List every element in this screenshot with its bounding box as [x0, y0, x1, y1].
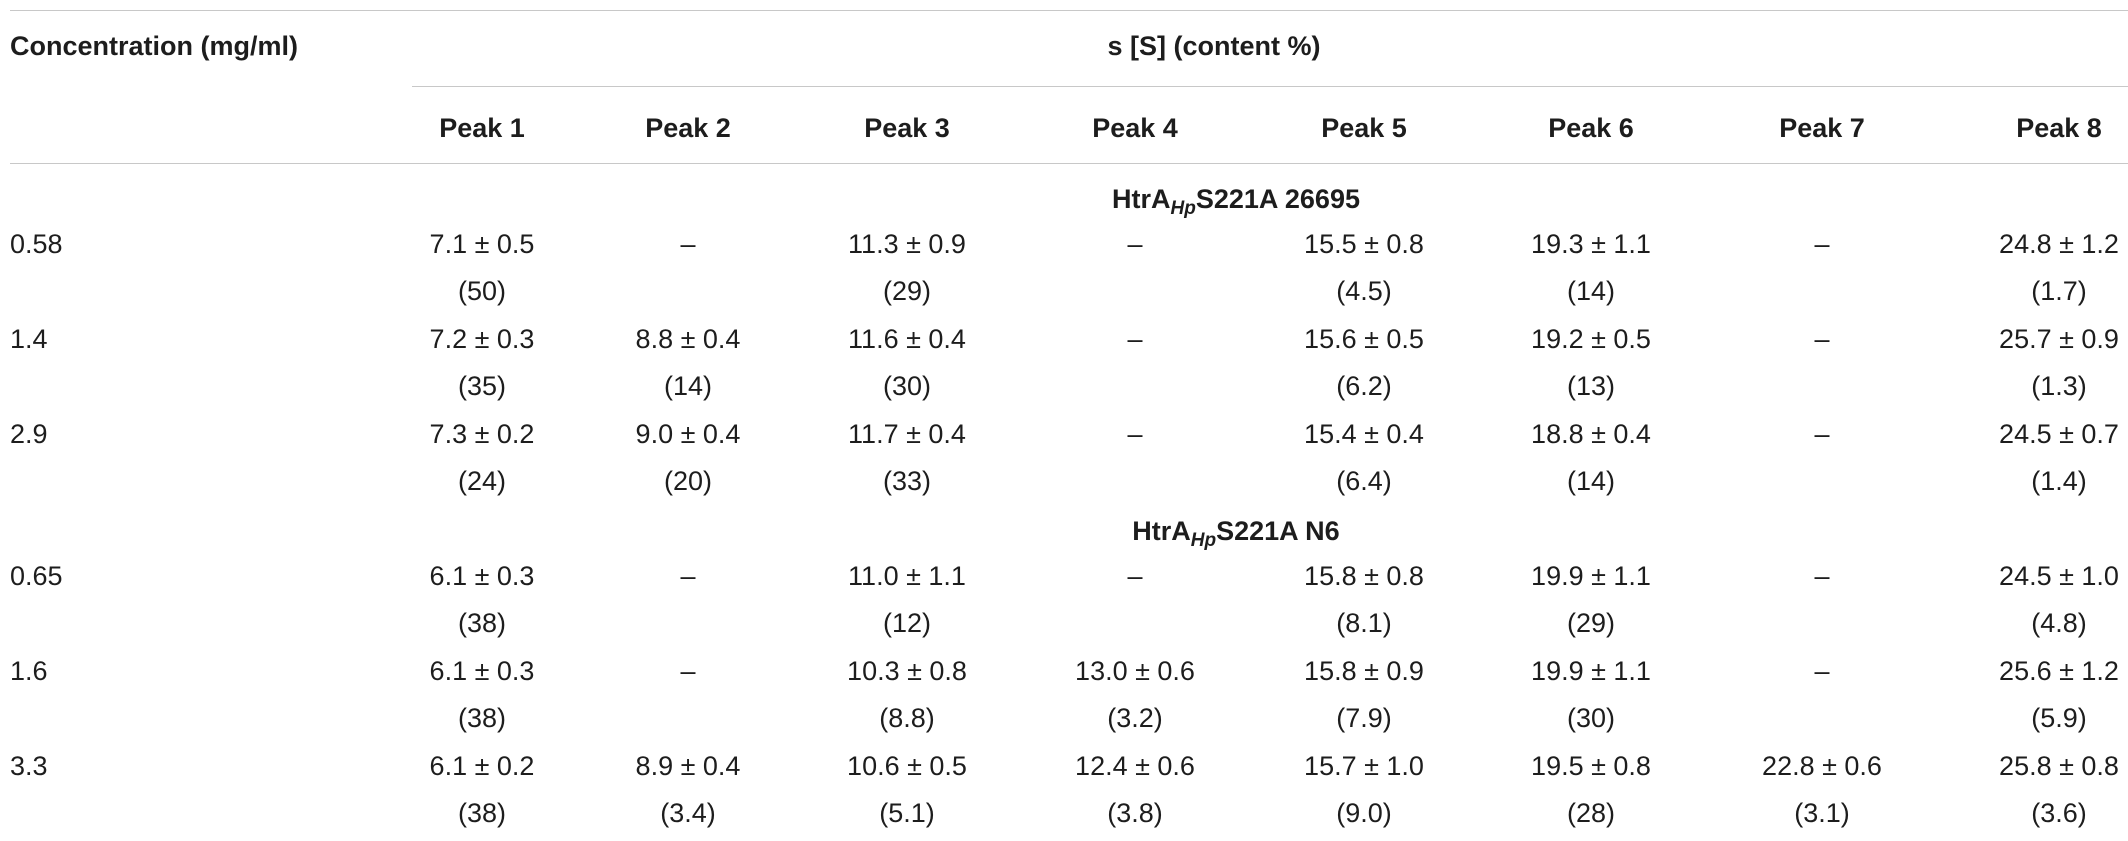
peak-3-content: (29)	[882, 276, 932, 306]
group-label-post: S221A 26695	[1195, 184, 1360, 214]
group-label-pre: HtrA	[1112, 184, 1171, 214]
peak-2-value: –	[680, 229, 696, 259]
peak-8-value: 24.8 ± 1.2	[1999, 229, 2119, 259]
peak-8-value: 24.5 ± 1.0	[1999, 561, 2119, 591]
peak-5-value: 15.6 ± 0.5	[1304, 324, 1424, 354]
peak-5-value: 15.8 ± 0.9	[1304, 656, 1424, 686]
peak-2-content: (20)	[663, 466, 713, 496]
peak-8-value: 24.5 ± 0.7	[1999, 419, 2119, 449]
peak-4-value: 12.4 ± 0.6	[1075, 751, 1195, 781]
peak-6-content: (14)	[1566, 276, 1616, 306]
peak-5-content: (8.1)	[1336, 608, 1392, 638]
peak-3-value: 10.6 ± 0.5	[847, 751, 967, 781]
peak-2-value: 8.8 ± 0.4	[635, 324, 741, 354]
header-bottom-rule	[10, 163, 2128, 164]
peak-3-value: 11.7 ± 0.4	[848, 419, 966, 449]
group-label-post: S221A N6	[1216, 516, 1340, 546]
peak-7-content: (3.1)	[1794, 798, 1850, 828]
peak-5-value: 15.4 ± 0.4	[1304, 419, 1424, 449]
header-peak-5: Peak 5	[1321, 113, 1407, 143]
peak-1-value: 6.1 ± 0.3	[429, 561, 535, 591]
peak-6-content: (30)	[1566, 703, 1616, 733]
peak-1-content: (38)	[457, 703, 507, 733]
peak-6-value: 18.8 ± 0.4	[1531, 419, 1651, 449]
peak-7-value: –	[1814, 419, 1830, 449]
peak-4-content: (3.2)	[1107, 703, 1163, 733]
peak-1-content: (24)	[457, 466, 507, 496]
peak-7-value: –	[1814, 656, 1830, 686]
peak-3-value: 11.0 ± 1.1	[848, 561, 966, 591]
peak-1-content: (38)	[457, 798, 507, 828]
concentration-cell: 1.4	[10, 324, 48, 354]
header-peak-3: Peak 3	[864, 113, 950, 143]
group-label-sub: Hp	[1170, 198, 1196, 219]
header-concentration: Concentration (mg/ml)	[10, 31, 298, 61]
peak-3-value: 10.3 ± 0.8	[847, 656, 967, 686]
peak-2-value: –	[680, 561, 696, 591]
peak-1-value: 7.2 ± 0.3	[429, 324, 535, 354]
peak-8-value: 25.8 ± 0.8	[1999, 751, 2119, 781]
header-peak-7: Peak 7	[1779, 113, 1865, 143]
peak-8-content: (1.4)	[2031, 466, 2087, 496]
peak-4-content: (3.8)	[1107, 798, 1163, 828]
peak-5-content: (9.0)	[1336, 798, 1392, 828]
peak-6-value: 19.5 ± 0.8	[1531, 751, 1651, 781]
header-peak-6: Peak 6	[1548, 113, 1634, 143]
peak-2-content: (3.4)	[660, 798, 716, 828]
peak-6-content: (14)	[1566, 466, 1616, 496]
peak-5-value: 15.7 ± 1.0	[1304, 751, 1424, 781]
peak-6-value: 19.9 ± 1.1	[1531, 656, 1651, 686]
header-peak-8: Peak 8	[2016, 113, 2102, 143]
peak-5-value: 15.8 ± 0.8	[1304, 561, 1424, 591]
peak-3-value: 11.3 ± 0.9	[848, 229, 966, 259]
peak-4-value: –	[1127, 561, 1143, 591]
peak-1-value: 7.1 ± 0.5	[429, 229, 535, 259]
group-label-pre: HtrA	[1132, 516, 1191, 546]
peak-8-content: (3.6)	[2031, 798, 2087, 828]
peak-6-value: 19.2 ± 0.5	[1531, 324, 1651, 354]
peak-1-value: 6.1 ± 0.2	[429, 751, 535, 781]
top-rule	[10, 10, 2128, 11]
peak-5-content: (4.5)	[1336, 276, 1392, 306]
peak-8-content: (1.3)	[2031, 371, 2087, 401]
peak-4-value: –	[1127, 324, 1143, 354]
peak-4-value: 13.0 ± 0.6	[1075, 656, 1195, 686]
peak-2-value: –	[680, 656, 696, 686]
peak-8-content: (5.9)	[2031, 703, 2087, 733]
peak-3-value: 11.6 ± 0.4	[848, 324, 966, 354]
peak-5-content: (6.2)	[1336, 371, 1392, 401]
peak-6-content: (13)	[1566, 371, 1616, 401]
peak-8-value: 25.6 ± 1.2	[1999, 656, 2119, 686]
peak-7-value: 22.8 ± 0.6	[1762, 751, 1882, 781]
peak-7-value: –	[1814, 324, 1830, 354]
peak-1-content: (35)	[457, 371, 507, 401]
peak-7-value: –	[1814, 561, 1830, 591]
peak-6-value: 19.3 ± 1.1	[1531, 229, 1651, 259]
peak-5-content: (6.4)	[1336, 466, 1392, 496]
peak-6-content: (29)	[1566, 608, 1616, 638]
peak-6-value: 19.9 ± 1.1	[1531, 561, 1651, 591]
peak-4-value: –	[1127, 229, 1143, 259]
concentration-cell: 1.6	[10, 656, 48, 686]
peak-1-content: (50)	[457, 276, 507, 306]
peak-5-content: (7.9)	[1336, 703, 1392, 733]
peak-3-content: (5.1)	[879, 798, 935, 828]
peak-4-value: –	[1127, 419, 1143, 449]
header-span-title: s [S] (content %)	[1107, 31, 1321, 61]
peak-3-content: (30)	[882, 371, 932, 401]
concentration-cell: 3.3	[10, 751, 48, 781]
peak-2-value: 9.0 ± 0.4	[635, 419, 741, 449]
peak-1-content: (38)	[457, 608, 507, 638]
peak-2-value: 8.9 ± 0.4	[635, 751, 741, 781]
header-peak-2: Peak 2	[645, 113, 731, 143]
group-label	[1132, 518, 1339, 550]
peak-3-content: (8.8)	[879, 703, 935, 733]
header-peak-4: Peak 4	[1092, 113, 1178, 143]
group-label	[1112, 186, 1360, 218]
peak-3-content: (33)	[882, 466, 932, 496]
peak-8-content: (1.7)	[2031, 276, 2087, 306]
peak-8-content: (4.8)	[2031, 608, 2087, 638]
concentration-cell: 0.58	[10, 229, 63, 259]
span-rule	[412, 86, 2128, 87]
peak-2-content: (14)	[663, 371, 713, 401]
concentration-cell: 2.9	[10, 419, 48, 449]
peak-3-content: (12)	[882, 608, 932, 638]
group-label-sub: Hp	[1190, 530, 1217, 551]
concentration-cell: 0.65	[10, 561, 63, 591]
peak-7-value: –	[1814, 229, 1830, 259]
peak-5-value: 15.5 ± 0.8	[1304, 229, 1424, 259]
peak-1-value: 7.3 ± 0.2	[429, 419, 535, 449]
peak-6-content: (28)	[1566, 798, 1616, 828]
header-peak-1: Peak 1	[439, 113, 525, 143]
peak-1-value: 6.1 ± 0.3	[429, 656, 535, 686]
peak-8-value: 25.7 ± 0.9	[1999, 324, 2119, 354]
